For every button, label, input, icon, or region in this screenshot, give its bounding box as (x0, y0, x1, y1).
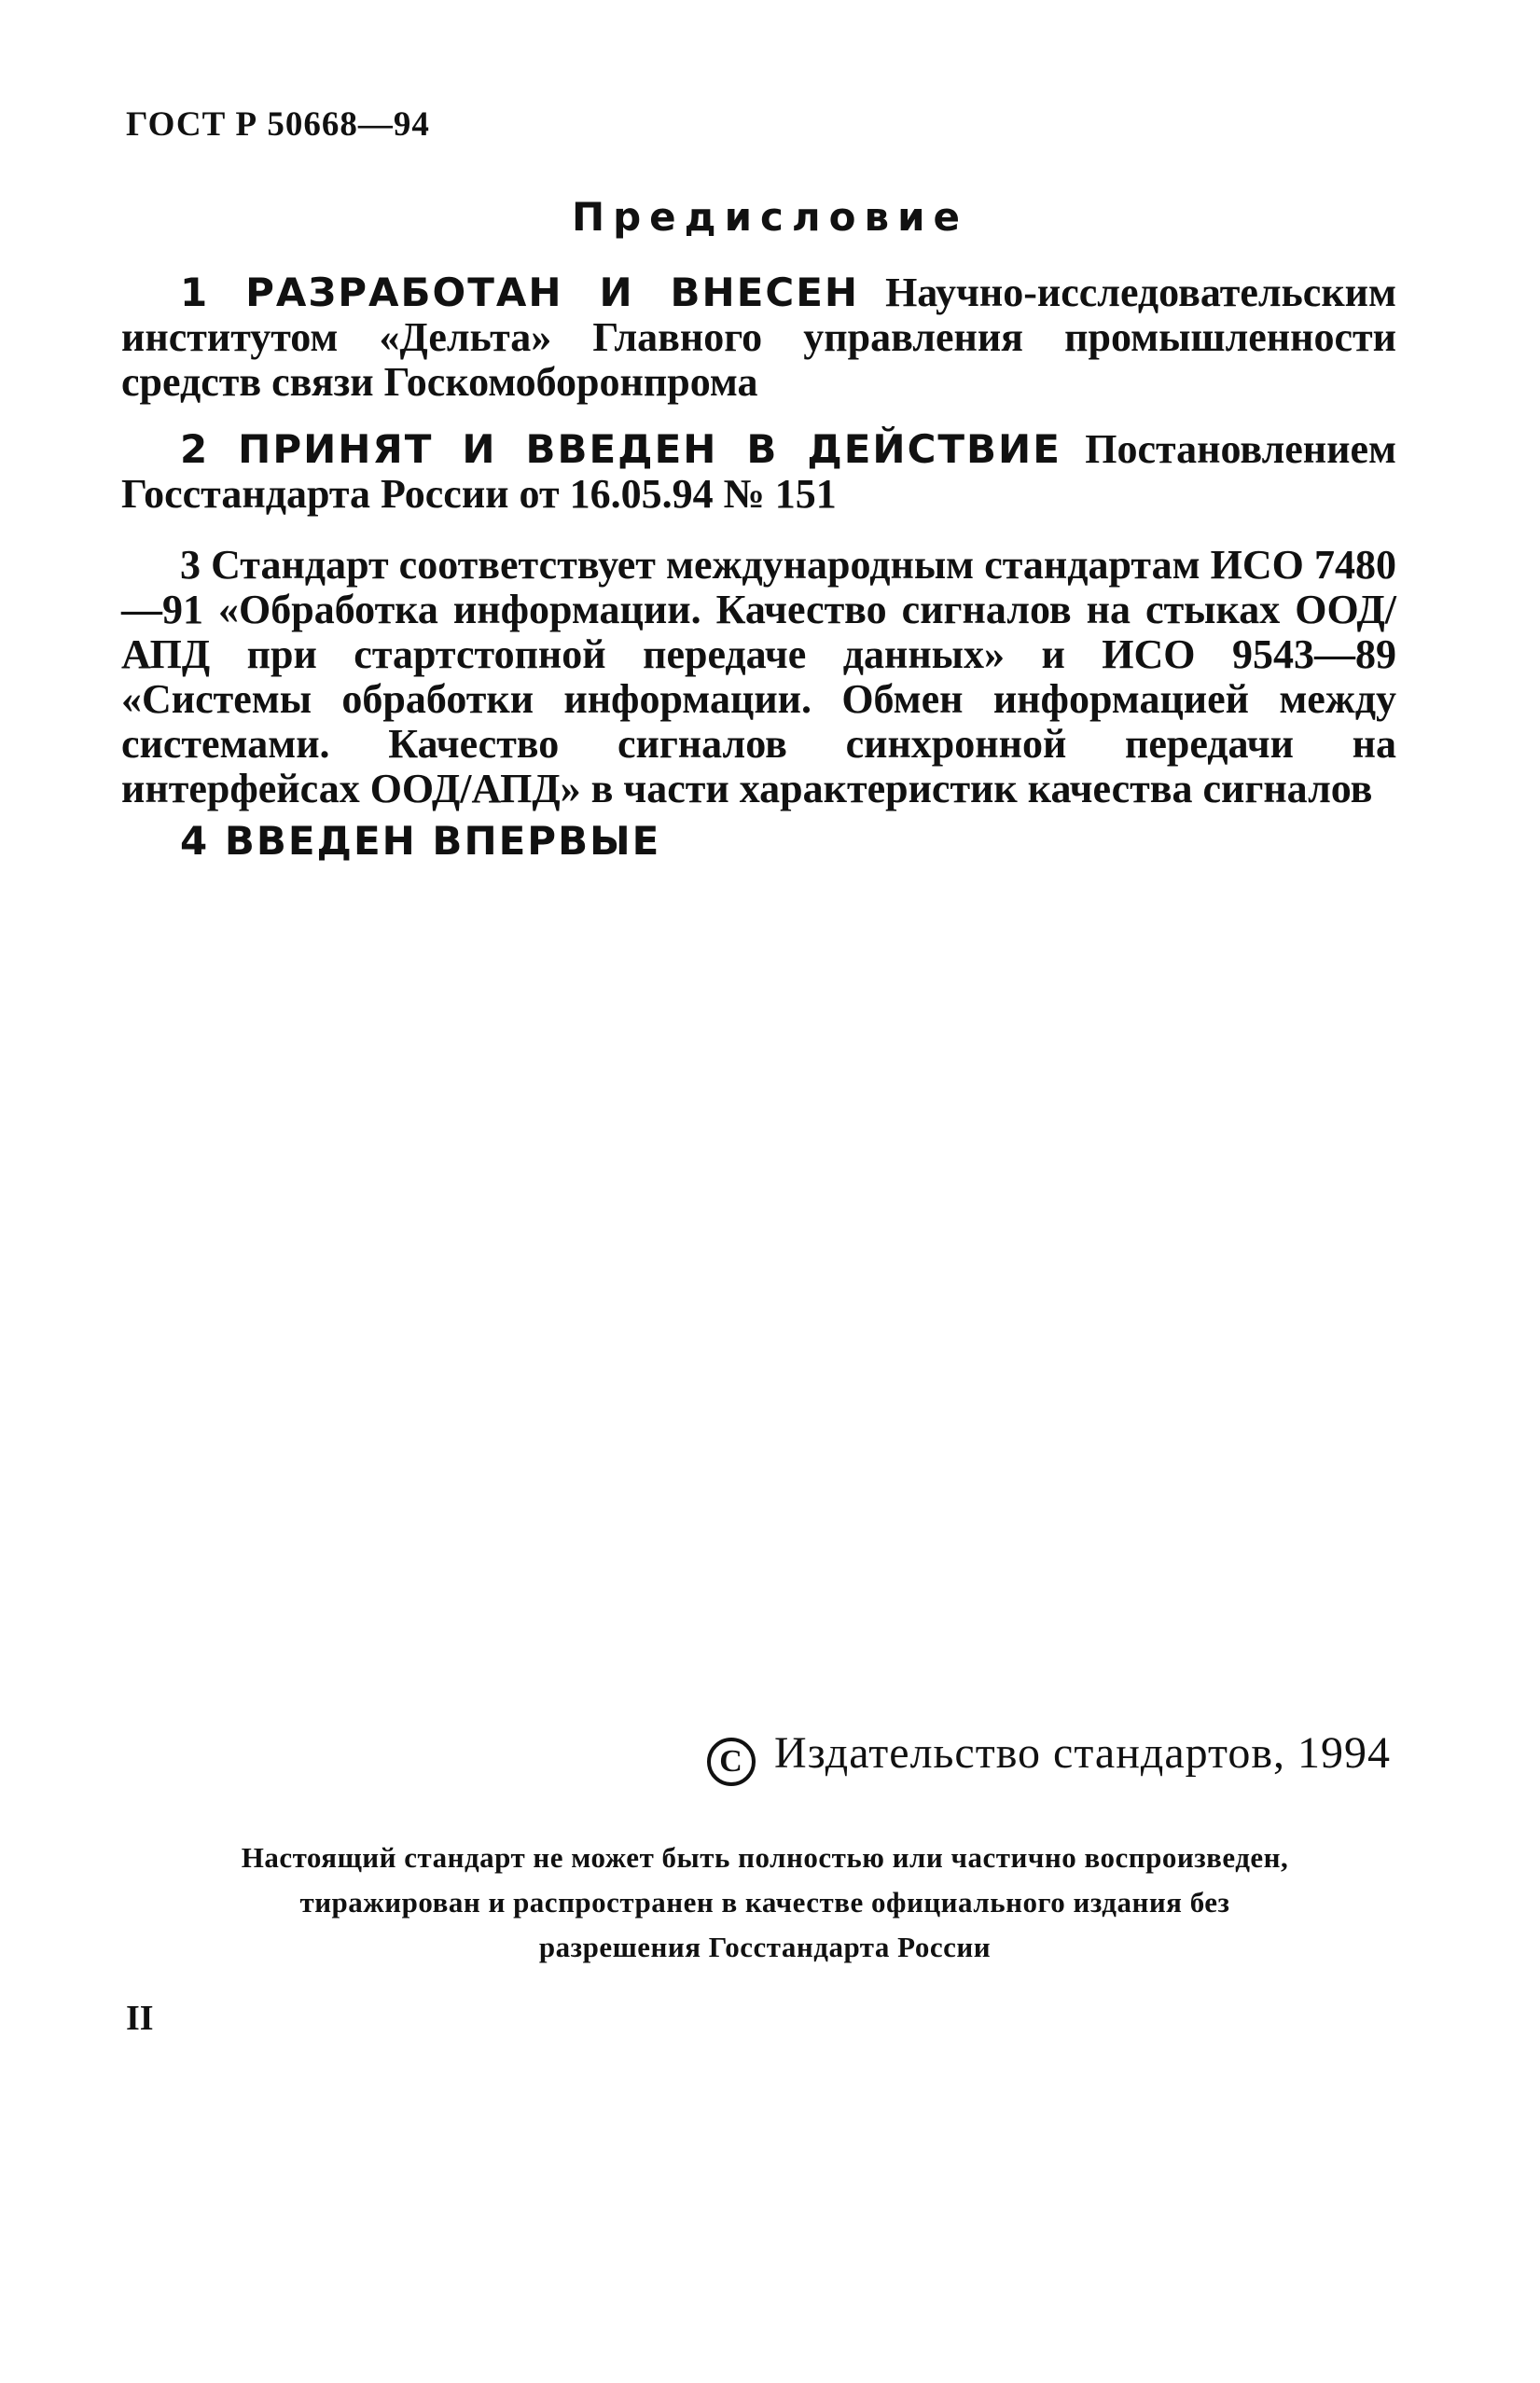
notice-line-3: разрешения Госстандарта России (538, 1931, 992, 1963)
item-2-lead: 2 ПРИНЯТ И ВВЕДЕН В ДЕЙСТВИЕ (180, 426, 1061, 472)
item-1 (121, 270, 1396, 405)
item-4-lead: 4 ВВЕДЕН ВПЕРВЫЕ (180, 818, 661, 864)
item-4 (121, 819, 1396, 864)
copyright-line (707, 1727, 1391, 1786)
copyright-text: Издательство стандартов, 1994 (774, 1728, 1391, 1778)
preface-title: Предисловие (571, 194, 969, 240)
copyright-icon: С (707, 1738, 756, 1786)
page-number: II (126, 1999, 154, 2038)
notice-line-1: Настоящий стандарт не может быть полностью или частично воспроизведен, (241, 1841, 1289, 1874)
item-2 (121, 427, 1396, 517)
item-2-text: Постановлением Госстандарта России от 16.05.94 № 151 (121, 426, 1396, 517)
item-3 (121, 543, 1396, 811)
reproduction-notice (112, 1836, 1418, 1970)
notice-line-2: тиражирован и распространен в качестве официального издания без (299, 1886, 1230, 1919)
item-1-text: Научно-исследовательским институтом «Дельта» Главного управления промышленности средств связи Госкомоборонпрома (121, 270, 1396, 405)
standard-code: ГОСТ Р 50668—94 (126, 105, 430, 144)
item-3-text: 3 Стандарт соответствует международным стандартам ИСО 7480—91 «Обработка информации. Качество сигналов на стыках ООД/АПД при стартстопной передаче данных» и ИСО 9543—89 «Системы обработки информации. Обмен информацией между системами. Качество сигналов синхронной передачи на интерфейсах ООД/АПД» в части характеристик качества сигналов (121, 542, 1396, 811)
item-1-lead: 1 РАЗРАБОТАН И ВНЕСЕН (180, 270, 860, 315)
